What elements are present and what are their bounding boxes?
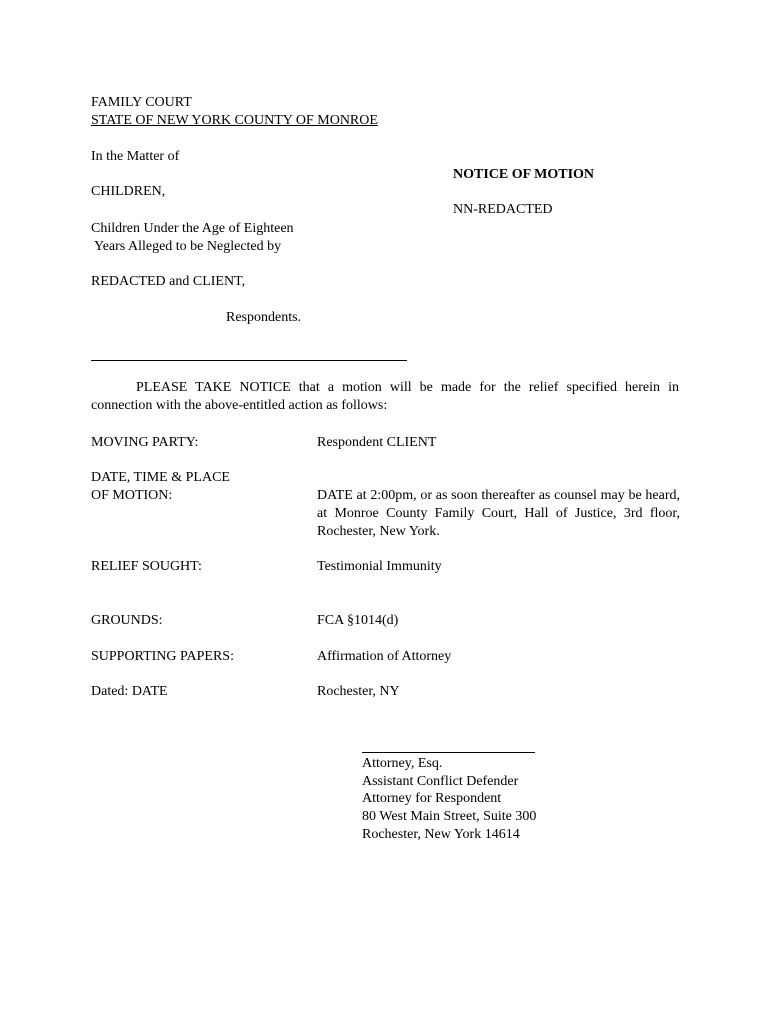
children-description-line-2: Years Alleged to be Neglected by (94, 239, 282, 254)
signature-address-line-1: 80 West Main Street, Suite 300 (362, 809, 537, 824)
children-description-line-1: Children Under the Age of Eighteen (91, 221, 294, 236)
docket-number: NN-REDACTED (453, 202, 553, 217)
supporting-papers-label: SUPPORTING PAPERS: (91, 649, 234, 664)
relief-sought-label: RELIEF SOUGHT: (91, 559, 202, 574)
signature-address-line-2: Rochester, New York 14614 (362, 827, 520, 842)
moving-party-value: Respondent CLIENT (317, 435, 437, 450)
signature-line (362, 752, 535, 753)
notice-paragraph: PLEASE TAKE NOTICE that a motion will be made for the relief specified herein in connection with the above-entitled action as follows: (91, 380, 679, 413)
respondents-label: Respondents. (226, 310, 302, 325)
court-name: FAMILY COURT (91, 95, 192, 110)
signature-role: Attorney for Respondent (362, 791, 502, 806)
date-time-place-label-line-1: DATE, TIME & PLACE (91, 470, 230, 485)
signature-title: Assistant Conflict Defender (362, 774, 519, 789)
respondent-names: REDACTED and CLIENT, (91, 274, 246, 289)
dated-place: Rochester, NY (317, 684, 400, 699)
supporting-papers-value: Affirmation of Attorney (317, 649, 452, 664)
signature-name: Attorney, Esq. (362, 756, 443, 771)
court-venue: STATE OF NEW YORK COUNTY OF MONROE (91, 113, 378, 128)
date-time-place-label-line-2: OF MOTION: (91, 488, 173, 503)
moving-party-label: MOVING PARTY: (91, 435, 199, 450)
date-time-place-value: DATE at 2:00pm, or as soon thereafter as counsel may be heard, at Monroe County Family Court, Hall of Justice, 3rd floor, Rochester, New York. (317, 488, 680, 539)
children-text: CHILDREN, (91, 184, 166, 199)
grounds-value: FCA §1014(d) (317, 613, 399, 628)
caption-divider (91, 360, 407, 361)
relief-sought-value: Testimonial Immunity (317, 559, 442, 574)
in-matter-text: In the Matter of (91, 149, 180, 164)
dated-label: Dated: DATE (91, 684, 168, 699)
grounds-label: GROUNDS: (91, 613, 163, 628)
document-title: NOTICE OF MOTION (453, 167, 595, 182)
